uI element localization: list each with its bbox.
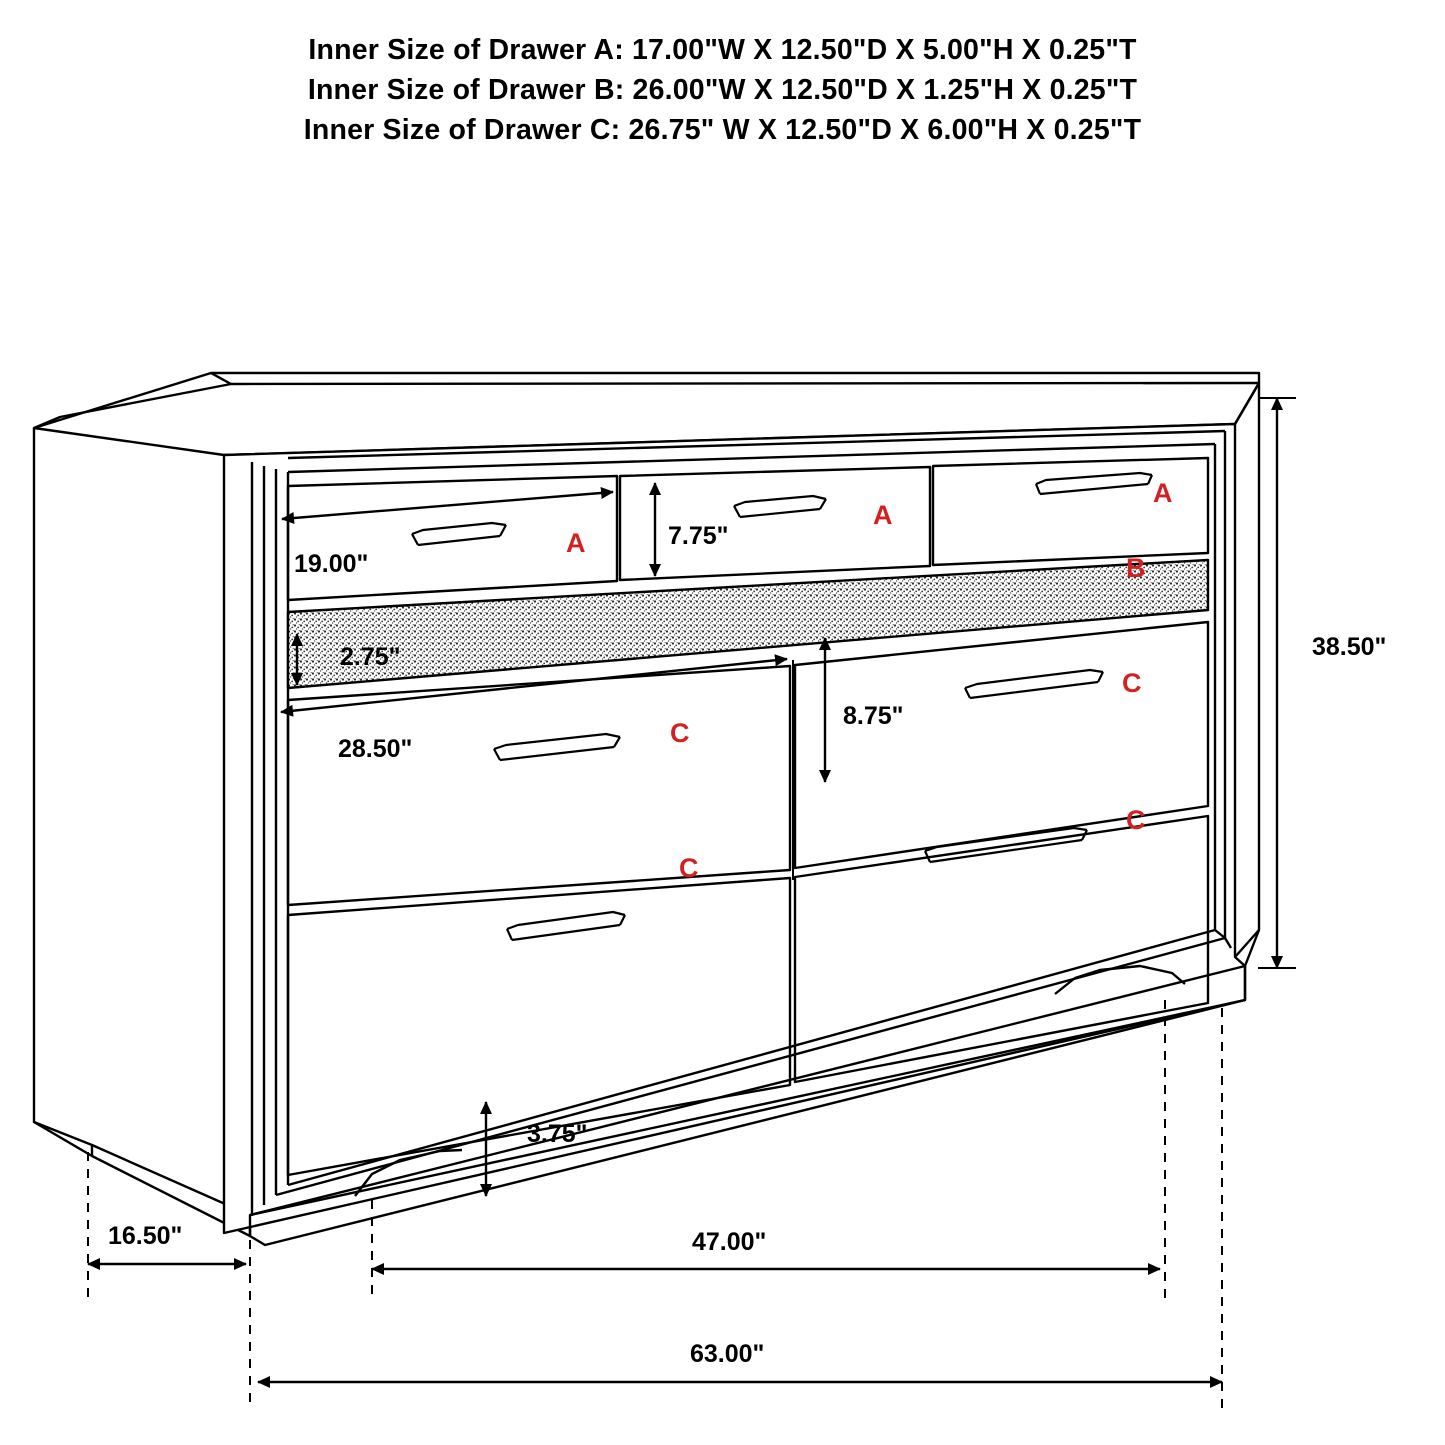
dim-label-38-50: 38.50" <box>1312 633 1387 661</box>
drawer-label-a3: A <box>1153 478 1173 508</box>
dresser-body <box>34 373 1259 1245</box>
drawer-label-a2: A <box>873 500 893 530</box>
dim-label-16-50: 16.50" <box>108 1222 183 1250</box>
drawer-label-c-bot-left: C <box>679 853 699 883</box>
dim-label-7-75: 7.75" <box>668 522 729 550</box>
dim-label-63: 63.00" <box>690 1340 765 1368</box>
spec-line-drawer-c: Inner Size of Drawer C: 26.75" W X 12.50"D X 6.00"H X 0.25"T <box>303 114 1142 146</box>
dim-label-28-50: 28.50" <box>338 735 413 763</box>
dim-label-47: 47.00" <box>692 1228 767 1256</box>
drawer-label-c-top-right: C <box>1122 668 1142 698</box>
drawer-label-c-bot-right: C <box>1126 805 1146 835</box>
spec-line-drawer-a: Inner Size of Drawer A: 17.00"W X 12.50"D X 5.00"H X 0.25"T <box>308 34 1137 66</box>
dim-label-3-75: 3.75" <box>527 1120 588 1148</box>
drawer-label-b1: B <box>1126 553 1146 583</box>
dim-label-8-75: 8.75" <box>843 702 904 730</box>
spec-line-drawer-b: Inner Size of Drawer B: 26.00"W X 12.50"D X 1.25"H X 0.25"T <box>307 74 1138 106</box>
drawer-label-a1: A <box>566 528 586 558</box>
dim-label-2-75: 2.75" <box>340 643 401 671</box>
drawer-label-c-mid-left: C <box>670 718 690 748</box>
dim-label-19: 19.00" <box>294 550 369 578</box>
